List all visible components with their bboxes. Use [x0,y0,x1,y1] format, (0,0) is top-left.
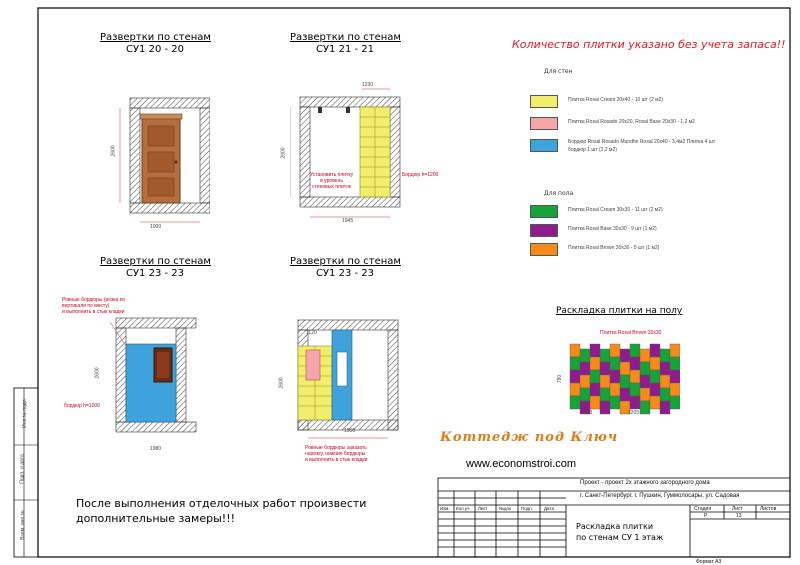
warning-text: Количество плитки указано без учета запаса!! [512,38,786,51]
tb-header-5: Дата [544,506,554,511]
legend-walls-title: Для стен [544,68,573,75]
d2-title: Развертки по стенам [290,32,401,43]
tb-sheet-header: Лист [732,506,743,512]
d4-note-line: Ровные бордюры заказать [305,445,367,451]
site-url[interactable]: www.economstroi.com [466,458,577,470]
d1-height-dim: 2600 [110,145,117,157]
d1-title: Развертки по стенам [100,32,211,43]
d3-left-label: бордюр h=1000 [64,403,100,409]
d2-subtitle: СУ1 21 - 21 [315,44,375,55]
d2-top-dim: 1230 [362,82,374,88]
d4-note-line: нарезку, нижние бордюры [305,451,366,457]
legend-floor-1-text: Плитка Rosal Cream 30х30 - 11 шт (2 м2) [568,207,663,213]
d4-title: Развертки по стенам [290,256,401,267]
legend-wall-3-text2: бордюр 1 шт (2,2 м2) [568,147,617,153]
tb-sheet-title-line: Раскладка плитки [576,522,654,531]
d2-height-dim: 2600 [280,147,287,159]
d3-note-line: вертикали по месту) [62,303,110,309]
margin-label-1: Инв.№ подл. [21,398,28,428]
tb-sheet-title-line: по стенам СУ 1 этаж [576,533,664,542]
tb-header-3: №док [499,506,511,511]
floor-layout-note: Плитка Rosal Brown 30х30 [600,330,662,336]
d2-note-line: стеновых плиток [312,184,351,190]
tb-sheet-title [576,521,663,543]
brand-logo-text: Коттедж под Ключ [440,430,619,445]
tb-project-line2: г. Санкт-Петербург, г. Пушкин, Гуммолосары, ул. Садовая [580,493,740,499]
legend-wall-3-text: Бордюр Rosal Rosado Mundhe Rosal 20х40 - 3,4м2 Плитка 4 шт [568,139,716,145]
floor-layout-title: Раскладка плитки на полу [556,306,683,316]
d3-height-dim: 2600 [94,367,101,379]
final-note-line: дополнительные замеры!!! [76,512,236,525]
d4-note-line: и выполнить в стык кладки [305,457,368,463]
legend-floor-3-text: Плитка Rosal Brown 30х30 - 5 шт (1 м2) [568,245,660,251]
margin-label-3: Взам. инв.№ [19,510,26,540]
d3-note-line: и выполнить в стык кладки [62,309,125,315]
d4-top-dim: 1120 [306,330,317,336]
d1-width-dim: 1000 [150,224,162,230]
d2-right-note: Бордюр h=1200 [402,172,439,178]
tb-project-line1: Проект - проект 2х этажного загородного дома [580,480,710,486]
final-note-line: После выполнения отделочных работ произвести [76,497,367,510]
d2-width-dim: 1945 [342,218,354,224]
d2-note-line: Установить плитку [310,172,354,178]
d3-subtitle: СУ1 23 - 23 [125,268,185,279]
legend-wall-2-text: Плитка Rosal Rosado 20х20, Rosal Base 20х30 - 1,2 м2 [568,119,695,125]
tb-header-4: Подп. [521,506,533,511]
tb-sheet-value: 13 [736,513,742,519]
d4-height-dim: 2600 [278,377,285,389]
d1-subtitle: СУ1 20 - 20 [125,44,185,55]
legend-floor-2-text: Плитка Rosal Base 30х30 - 9 шт (1 м2) [568,226,657,232]
tb-format: Формат А3 [696,559,722,565]
d3-width-dim: 1980 [150,446,162,452]
tb-stage-header: Стадия [694,506,712,512]
d3-title: Развертки по стенам [100,256,211,267]
floor-dim-bottom-right: 1205 [628,410,640,416]
margin-label-2: Подп. и дата [19,454,26,484]
legend-wall-1-text: Плитка Rosal Cream 20х40 - 10 шт (2 м2) [568,97,664,103]
tb-header-0: Изм. [440,506,450,511]
d4-width-dim: 1950 [344,428,356,434]
d3-note-line: Ровные бордюры (резка по [62,297,126,303]
tb-header-1: Кол.уч [456,506,470,511]
tb-header-2: Лист [478,506,488,511]
tb-stage-value: Р [704,513,708,519]
legend-floor-title: Для пола [544,190,574,197]
floor-dim-bottom-left: 600 [584,410,593,416]
floor-dim-left: 780 [557,374,564,384]
d2-note-line: в уровень [320,178,343,184]
d4-subtitle: СУ1 23 - 23 [315,268,375,279]
tb-sheets-header: Листов [760,506,777,512]
